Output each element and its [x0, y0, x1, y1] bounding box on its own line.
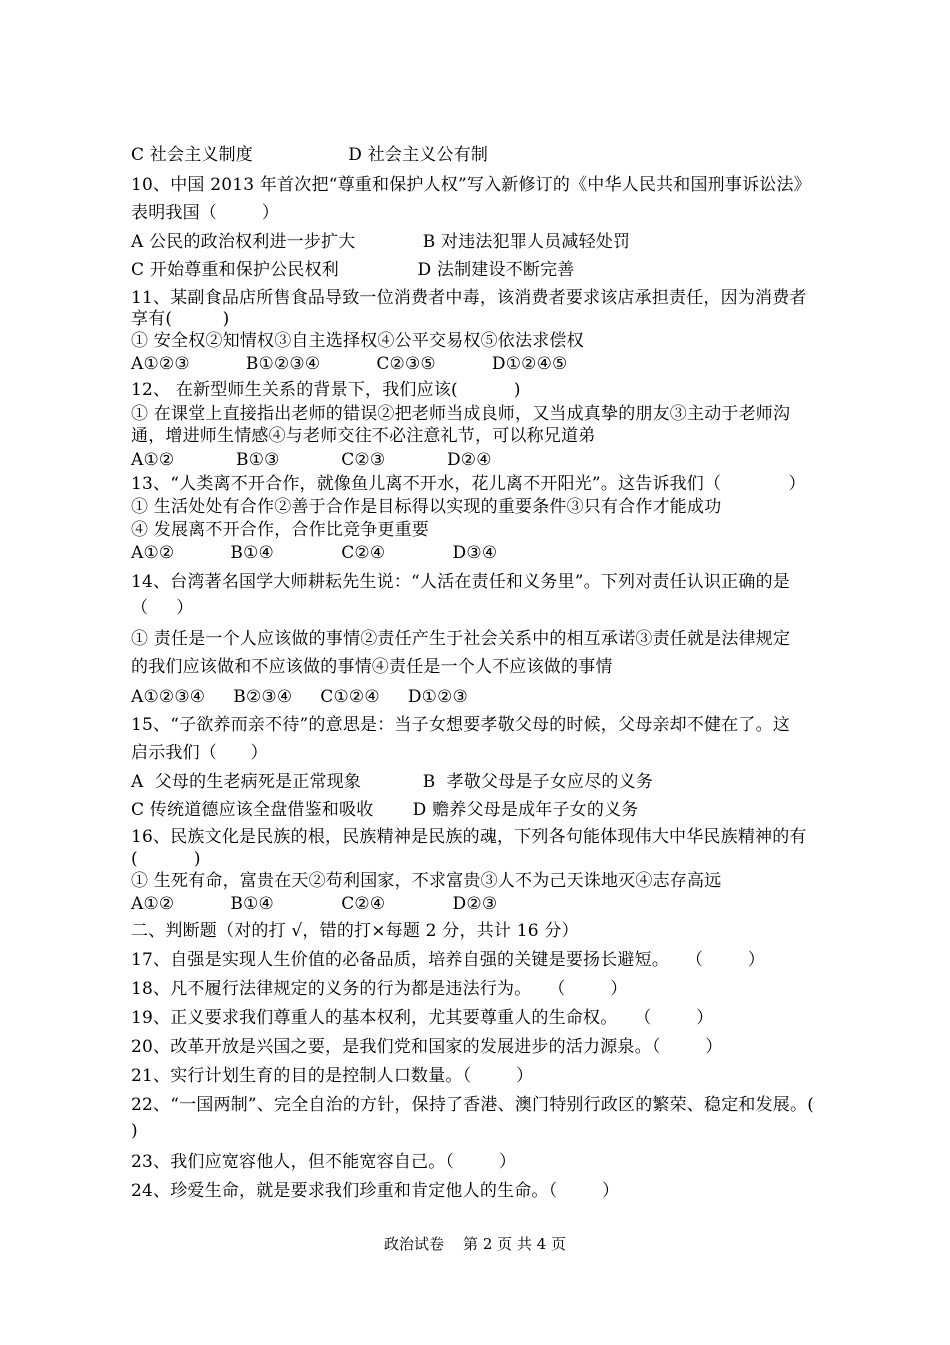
question-14-line: （ ） — [131, 598, 194, 618]
question-13-items: ④ 发展离不开合作，合作比竞争更重要 — [131, 520, 430, 540]
question-11-options: A①②③ B①②③④ C②③⑤ D①②④⑤ — [131, 354, 568, 374]
question-12-line: 12、 在新型师生关系的背景下，我们应该( ) — [131, 380, 521, 400]
question-13-options: A①② B①④ C②④ D③④ — [131, 543, 498, 563]
question-15-options: C 传统道德应该全盘借鉴和吸收 D 赡养父母是成年子女的义务 — [131, 800, 639, 820]
question-24: 24、珍爱生命，就是要求我们珍重和肯定他人的生命。（ ） — [131, 1181, 620, 1201]
question-12-items: ① 在课堂上直接指出老师的错误②把老师当成良师，又当成真挚的朋友③主动于老师沟 — [131, 404, 791, 424]
question-16-line: ( ) — [131, 849, 201, 869]
question-19: 19、正义要求我们尊重人的基本权利，尤其要尊重人的生命权。 （ ） — [131, 1008, 714, 1028]
question-21: 21、实行计划生育的目的是控制人口数量。（ ） — [131, 1066, 534, 1086]
question-18: 18、凡不履行法律规定的义务的行为都是违法行为。 （ ） — [131, 979, 628, 999]
question-10-line: 表明我国（ ） — [131, 203, 280, 223]
question-17: 17、自强是实现人生价值的必备品质，培养自强的关键是要扬长避短。 （ ） — [131, 950, 766, 970]
question-22: 22、“一国两制”、完全自治的方针，保持了香港、澳门特别行政区的繁荣、稳定和发展。( — [131, 1095, 815, 1115]
question-10-options: A 公民的政治权利进一步扩大 B 对违法犯罪人员减轻处罚 — [131, 232, 631, 252]
question-10-options: C 开始尊重和保护公民权利 D 法制建设不断完善 — [131, 260, 575, 280]
question-15-options: A 父母的生老病死是正常现象 B 孝敬父母是子女应尽的义务 — [131, 772, 654, 792]
question-14-items: ① 责任是一个人应该做的事情②责任产生于社会关系中的相互承诺③责任就是法律规定 — [131, 629, 791, 649]
question-14-options: A①②③④ B②③④ C①②④ D①②③ — [131, 687, 468, 707]
question-23: 23、我们应宽容他人，但不能宽容自己。（ ） — [131, 1152, 517, 1172]
question-15-line: 15、“子欲养而亲不待”的意思是：当子女想要孝敬父母的时候，父母亲却不健在了。这 — [131, 715, 791, 735]
question-13-items: ① 生活处处有合作②善于合作是目标得以实现的重要条件③只有合作才能成功 — [131, 497, 722, 517]
question-12-items: 通，增进师生情感④与老师交往不必注意礼节，可以称兄道弟 — [131, 426, 596, 446]
section-heading: 二、判断题（对的打 √，错的打×每题 2 分，共计 16 分） — [131, 921, 579, 941]
question-16-line: 16、民族文化是民族的根，民族精神是民族的魂，下列各句能体现伟大中华民族精神的有 — [131, 827, 807, 847]
question-11-items: ① 安全权②知情权③自主选择权④公平交易权⑤依法求偿权 — [131, 331, 584, 351]
option-line: C 社会主义制度 D 社会主义公有制 — [131, 145, 489, 165]
question-15-line: 启示我们（ ） — [131, 743, 268, 763]
question-14-items: 的我们应该做和不应该做的事情④责任是一个人不应该做的事情 — [131, 657, 613, 677]
question-14-line: 14、台湾著名国学大师耕耘先生说：“人活在责任和义务里”。下列对责任认识正确的是 — [131, 572, 791, 592]
question-11-line: 11、某副食品店所售食品导致一位消费者中毒，该消费者要求该店承担责任，因为消费者 — [131, 288, 807, 308]
question-11-line: 享有( ) — [131, 309, 230, 329]
page-footer: 政治试卷 第 2 页 共 4 页 — [383, 1235, 566, 1253]
question-20: 20、改革开放是兴国之要，是我们党和国家的发展进步的活力源泉。（ ） — [131, 1037, 723, 1057]
question-12-options: A①② B①③ C②③ D②④ — [131, 450, 492, 470]
question-22: ) — [131, 1121, 138, 1141]
question-16-options: A①② B①④ C②④ D②③ — [131, 894, 498, 914]
question-10-line: 10、中国 2013 年首次把“尊重和保护人权”写入新修订的《中华人民共和国刑事诉讼法》 — [131, 175, 811, 195]
question-13-line: 13、“人类离不开合作，就像鱼儿离不开水，花儿离不开阳光”。这告诉我们（ ） — [131, 474, 806, 494]
question-16-items: ① 生死有命，富贵在天②苟利国家，不求富贵③人不为己天诛地灭④志存高远 — [131, 871, 722, 891]
